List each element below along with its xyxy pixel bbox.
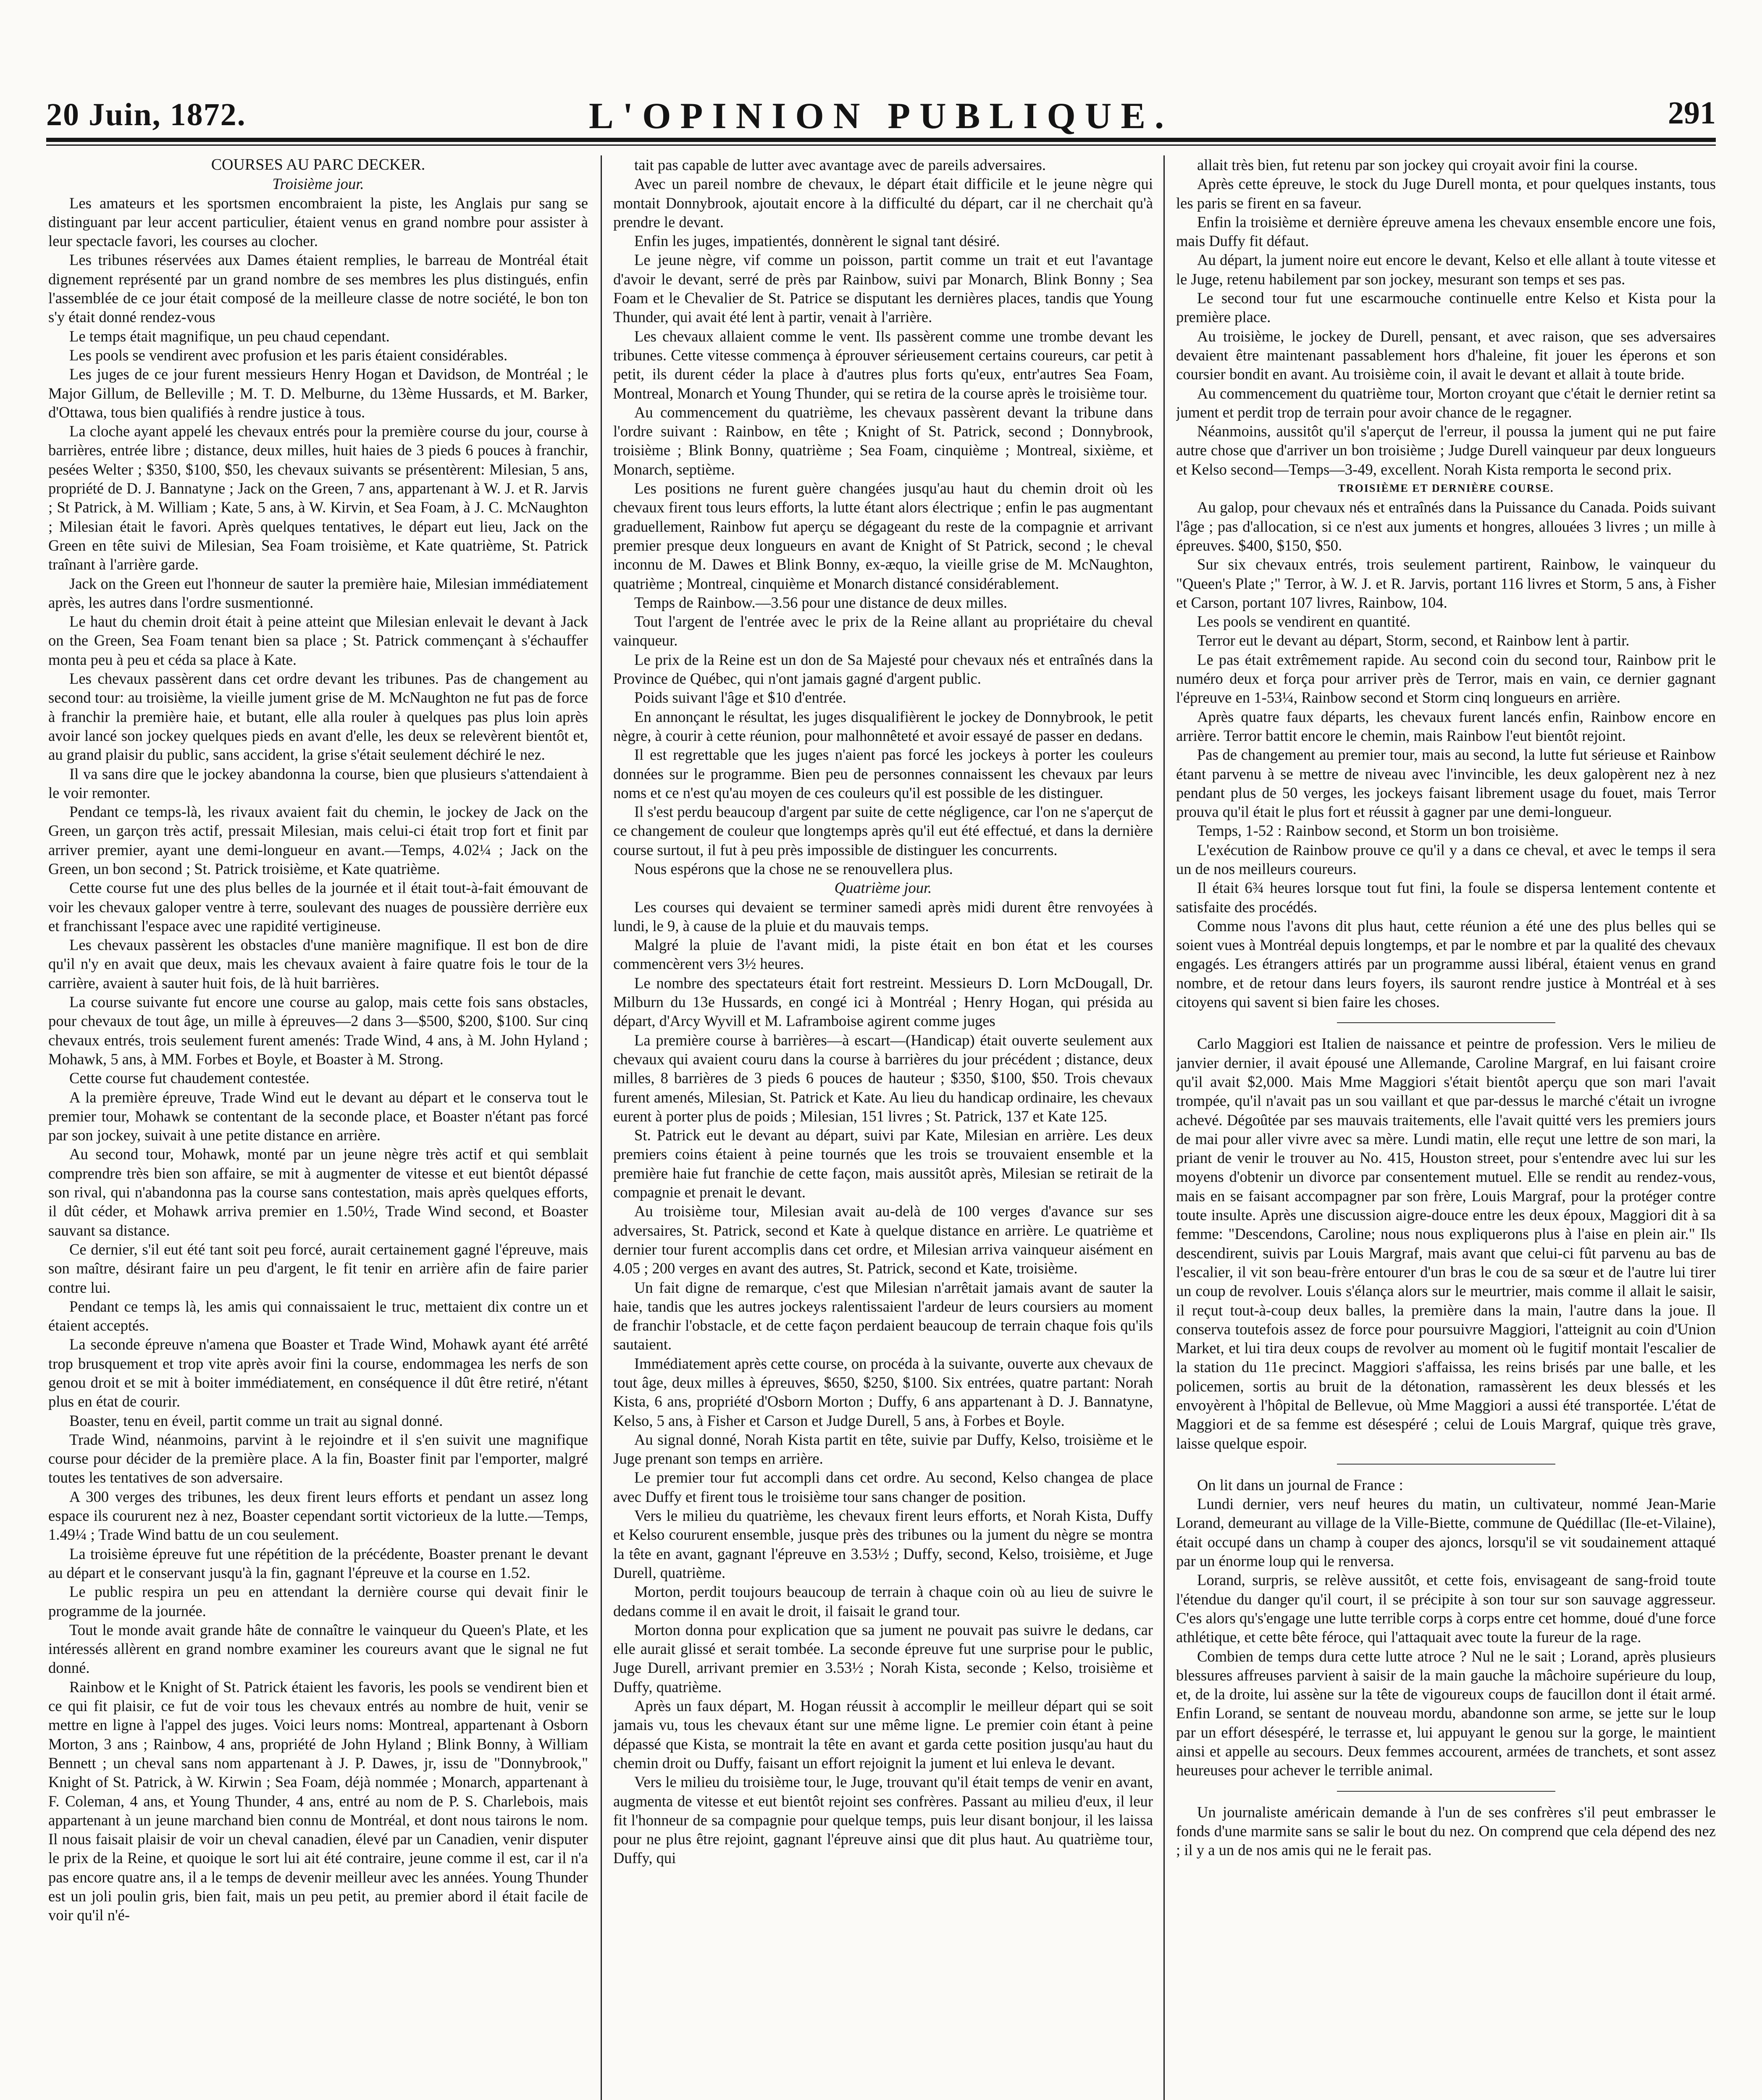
paragraph: Pendant ce temps là, les amis qui connaissaient le truc, mettaient dix contre un et étaient acceptés. xyxy=(48,1297,588,1334)
paragraph: La course suivante fut encore une course au galop, mais cette fois sans obstacles, pour chevaux de tout âge, un mille à épreuves—2 dans 3—$500, $200, $100. Sur cinq chevaux entrés, trois seulement furent amenés: Trade Wind, 4 ans, à M. John Hyland ; Mohawk, 5 ans, à MM. Forbes et Boyle, et Boaster à M. Strong. xyxy=(48,993,588,1068)
paragraph: Le public respira un peu en attendant la dernière course qui devait finir le programme de la journée. xyxy=(48,1583,588,1620)
paragraph: Temps, 1-52 : Rainbow second, et Storm un bon troisième. xyxy=(1197,822,1559,840)
paragraph: tait pas capable de lutter avec avantage avec de pareils adversaires. xyxy=(634,156,1046,173)
paragraph: La première course à barrières—à escart—(Handicap) était ouverte seulement aux chevaux qui avaient couru dans la course à barrières du jour précédent ; distance, deux milles, 8 barrières de 3 pieds 6 pouces de hauteur ; $350, $100, $50. Trois chevaux furent amenés, Milesian, St. Patrick et Kate. Au lieu du handicap ordinaire, les chevaux eurent à porter plus de poids ; Milesian, 151 livres ; St. Patrick, 137 et Kate 125. xyxy=(613,1031,1153,1125)
paragraph: Au commencement du quatrième, les chevaux passèrent devant la tribune dans l'ordre suivant : Rainbow, en tête ; Knight of St. Patrick, second ; Donnybrook, troisième ; Blink Bonny, quatrième ; Sea Foam, cinquième ; Montreal, sixième, et Monarch, septième. xyxy=(613,403,1153,478)
paragraph: Au second tour, Mohawk, monté par un jeune nègre très actif et qui semblait comprendre très bien son affaire, se mit à augmenter de vitesse et eut bientôt dépassé son rival, qui n'abandonna pas la course sans contestation, mais après quelques efforts, il dût céder, et Mohawk arriva premier en 1.50½, Trade Wind second, et Boaster sauvant sa distance. xyxy=(48,1145,588,1239)
paragraph: Lundi dernier, vers neuf heures du matin, un cultivateur, nommé Jean-Marie Lorand, demeurant au village de la Ville-Biette, commune de Quédillac (Ile-et-Vilaine), était occupé dans un champ à couper des ajoncs, lorsqu'il se vit soudainement attaqué par un énorme loup qui le renversa. xyxy=(1176,1495,1716,1570)
paragraph: Morton, perdit toujours beaucoup de terrain à chaque coin où au lieu de suivre le dedans comme il en avait le droit, il faisait le grand tour. xyxy=(613,1583,1153,1620)
paragraph: Il était 6¾ heures lorsque tout fut fini, la foule se dispersa lentement contente et satisfaite des procédés. xyxy=(1176,879,1716,916)
paragraph: La troisième épreuve fut une répétition de la précédente, Boaster prenant le devant au départ et le conservant jusqu'à la fin, gagnant l'épreuve et la course en 1.52. xyxy=(48,1545,588,1581)
paragraph: Les pools se vendirent avec profusion et les paris étaient considérables. xyxy=(69,346,508,364)
article-body xyxy=(1176,498,1716,1011)
paragraph: allait très bien, fut retenu par son jockey qui croyait avoir fini la course. xyxy=(1197,156,1638,173)
news-item-maggiori xyxy=(1176,1034,1716,1453)
paragraph: Immédiatement après cette course, on procéda à la suivante, ouverte aux chevaux de tout âge, deux milles à épreuves, $650, $250, $100. Six entrées, quatre partant: Norah Kista, 6 ans, propriété d'Osborn Morton ; Duffy, 6 ans appartenant à D. J. Bannatyne, Kelso, 5 ans, à Fisher et Carson et Judge Durell, 5 ans, à Forbes et Boyle. xyxy=(613,1354,1153,1429)
paragraph: Vers le milieu du quatrième, les chevaux firent leurs efforts, et Norah Kista, Duffy et Kelso coururent ensemble, jusque près des tribunes ou la jument du nègre se montra la tête en avant, gagnant l'épreuve en 3.53½ ; Duffy, second, Kelso, troisième, et Juge Durell, quatrième. xyxy=(613,1507,1153,1581)
paragraph: A la première épreuve, Trade Wind eut le devant au départ et le conserva tout le premier tour, Mohawk se contentant de la seconde place, et Boaster n'étant pas forcé par son jockey, suivait à une petite distance en arrière. xyxy=(48,1088,588,1144)
paragraph: Au départ, la jument noire eut encore le devant, Kelso et elle allant à toute vitesse et le Juge, retenu habilement par son jockey, mesurant son temps et ses pas. xyxy=(1176,251,1716,288)
paragraph: Vers le milieu du troisième tour, le Juge, trouvant qu'il était temps de venir en avant, augmenta de vitesse et eut bientôt rejoint ses confrères. Passant au milieu d'eux, il leur fit l'honneur de sa compagnie pour quelque temps, puis leur disant bonjour, il les laissa pour ne plus être rejoint, gagnant l'épreuve ainsi que dit plus haut. Au quatrième tour, Duffy, qui xyxy=(613,1773,1153,1867)
paragraph: Trade Wind, néanmoins, parvint à le rejoindre et il s'en suivit une magnifique course pour décider de la première place. A la fin, Boaster finit par l'emporter, malgré toutes les tentatives de son adversaire. xyxy=(48,1431,588,1486)
paragraph: Jack on the Green eut l'honneur de sauter la première haie, Milesian immédiatement après, les autres dans l'ordre susmentionné. xyxy=(48,575,588,611)
paragraph: Le prix de la Reine est un don de Sa Majesté pour chevaux nés et entraînés dans la Province de Québec, qui n'ont jamais gagné d'argent public. xyxy=(613,651,1153,688)
article-subheading: Quatrième jour. xyxy=(834,879,932,897)
paragraph: Les amateurs et les sportsmen encombraient la piste, les Anglais pur sang se distinguant par leur accent particulier, étaient venus en grand nombre pour assister à leur spectacle favori, les courses au clocher. xyxy=(48,194,588,250)
paragraph: Au commencement du quatrième tour, Morton croyant que c'était le dernier retint sa jument et perdit trop de terrain pour avoir chance de le regagner. xyxy=(1176,384,1716,421)
paragraph: Malgré la pluie de l'avant midi, la piste était en bon état et les courses commencèrent vers 3½ heures. xyxy=(613,936,1153,973)
paragraph: Terror eut le devant au départ, Storm, second, et Rainbow lent à partir. xyxy=(1197,632,1630,649)
paragraph: Le pas était extrêmement rapide. Au second coin du second tour, Rainbow prit le numéro deux et força pour arriver près de Terror, mais en vain, ce dernier gagnant l'épreuve en 1-53¼, Rainbow second et Storm cinq longueurs en arrière. xyxy=(1176,651,1716,706)
paragraph: Les pools se vendirent en quantité. xyxy=(1197,613,1410,630)
article-body xyxy=(48,194,588,1925)
paragraph: Le jeune nègre, vif comme un poisson, partit comme un trait et eut l'avantage d'avoir le devant, serré de près par Rainbow, suivi par Monarch, Blink Bonny ; Sea Foam et le Chevalier de St. Patrice se disputant les dernières places, tandis que Young Thunder, qui avait été lent à partir, venait à l'arrière. xyxy=(613,251,1153,326)
paragraph: Combien de temps dura cette lutte atroce ? Nul ne le sait ; Lorand, après plusieurs blessures affreuses parvient à saisir de la main gauche la mâchoire supérieure du loup, et, de la droite, lui assène sur la tête de vigoureux coups de faucillon dont il était armé. Enfin Lorand, se sentant de nouveau mordu, abandonne son arme, se jette sur le loup par un effort désespéré, le terrasse et, lui appuyant le genou sur la gorge, le maintient ainsi et appelle au secours. Deux femmes accourent, armées de tranchets, et sont assez heureuses pour achever le terrible animal. xyxy=(1176,1647,1716,1779)
paragraph: Poids suivant l'âge et $10 d'entrée. xyxy=(634,689,846,706)
paragraph: Le second tour fut une escarmouche continuelle entre Kelso et Kista pour la première place. xyxy=(1176,289,1716,326)
paragraph: Le premier tour fut accompli dans cet ordre. Au second, Kelso changea de place avec Duffy et firent tous le troisième tour sans changer de position. xyxy=(613,1469,1153,1505)
column-divider xyxy=(1163,155,1165,2100)
paragraph: Morton donna pour explication que sa jument ne pouvait pas suivre le dedans, car elle aurait glissé et serait tombée. La seconde épreuve fut une surprise pour le public, Juge Durell, arrivant premier en 3.53½ ; Norah Kista, seconde ; Kelso, troisième et Duffy, quatrième. xyxy=(613,1621,1153,1696)
paragraph: Le temps était magnifique, un peu chaud cependant. xyxy=(69,327,390,345)
paragraph: Il s'est perdu beaucoup d'argent par suite de cette négligence, car l'on ne s'aperçut de ce changement de couleur que longtemps après qu'il eut été effectué, et dans la dernière course surtout, il fut à peu près impossible de distinguer les concurrents. xyxy=(613,803,1153,858)
paragraph: Enfin les juges, impatientés, donnèrent le signal tant désiré. xyxy=(634,232,1000,250)
paragraph: Avec un pareil nombre de chevaux, le départ était difficile et le jeune nègre qui montait Donnybrook, ajoutait encore à la difficulté du départ, car il ne cherchait qu'à prendre le devant. xyxy=(613,175,1153,231)
paragraph: Temps de Rainbow.—3.56 pour une distance de deux milles. xyxy=(634,593,1008,611)
paragraph: Enfin la troisième et dernière épreuve amena les chevaux ensemble encore une fois, mais Duffy fit défaut. xyxy=(1176,213,1716,250)
paragraph: On lit dans un journal de France : xyxy=(1197,1476,1403,1494)
issue-date: 20 Juin, 1872. xyxy=(46,97,246,132)
article-separator xyxy=(1337,1022,1555,1023)
paragraph: Néanmoins, aussitôt qu'il s'aperçut de l'erreur, il poussa la jument qui ne put faire autre chose que d'arriver un bon troisième ; Judge Durell vainqueur par deux longueurs et Kelso second—Temps—3-49, excellent. Norah Kista remporta le second prix. xyxy=(1176,423,1716,478)
news-item-journalist xyxy=(1176,1803,1716,1860)
paragraph: Après un faux départ, M. Hogan réussit à accomplir le meilleur départ qui se soit jamais vu, tous les chevaux étant sur une même ligne. Le premier coin étant à peine dépassé que Kista, se montrait la tête en avant et garda cette position jusqu'au haut du chemin droit ou Duffy, faisant un effort rejoignit la jument et lui enleva le devant. xyxy=(613,1697,1153,1772)
paragraph: Au troisième tour, Milesian avait au-delà de 100 verges d'avance sur ses adversaires, St. Patrick, second et Kate à quelque distance en arrière. Le quatrième et dernier tour furent accomplis dans cet ordre, et Milesian arriva vainqueur aisément en 4.05 ; 200 verges en avant des autres, St. Patrick, second et Kate, troisième. xyxy=(613,1202,1153,1277)
paragraph: La seconde épreuve n'amena que Boaster et Trade Wind, Mohawk ayant été arrêté trop brusquement et trop vite après avoir fini la course, endommagea les nerfs de son genou droit et se mit à boiter immédiatement, en conséquence il dût être retiré, n'étant plus en état de courir. xyxy=(48,1336,588,1410)
column-2 xyxy=(613,155,1153,2100)
paragraph: Les tribunes réservées aux Dames étaient remplies, le barreau de Montréal était dignement représenté par un grand nombre de ses membres les plus distingués, enfin l'assemblée de ce jour était composé de la meilleure classe de notre société, le bon ton s'y était donné rendez-vous xyxy=(48,251,588,326)
page-number: 291 xyxy=(1668,95,1716,131)
paragraph: Il va sans dire que le jockey abandonna la course, bien que plusieurs s'attendaient à le voir remonter. xyxy=(48,765,588,801)
paragraph: Carlo Maggiori est Italien de naissance et peintre de profession. Vers le milieu de janvier dernier, il avait épousé une Allemande, Caroline Margraf, en lui faisant croire qu'il avait $2,000. Mais Mme Maggiori s'était bientôt aperçu que son mari l'avait trompée, qu'il n'avait pas un sou vaillant et que par-dessus le marché c'était un ivrogne achevé. Dégoûtée par ses mauvais traitements, elle l'avait quitté vers les premiers jours de mai pour aller vivre avec sa mère. Lundi matin, elle reçut une lettre de son mari, la priant de venir le trouver au No. 415, Houston street, pour s'entendre avec lui sur les moyens d'obtenir un divorce par consentement mutuel. Elle se rendit au rendez-vous, mais en se faisant accompagner par son frère, Louis Margraf, pour la protéger contre toute insulte. Après une discussion aigre-douce entre les deux époux, Maggiori dit à sa femme: "Descendons, Caroline; nous nous expliquerons plus à l'aise en plein air." Ils descendirent, suivis par Louis Margraf, mais avant que celui-ci fût parvenu au bas de l'escalier, il vit son beau-frère entourer d'un bras le cou de sa sœur et de l'autre lui tirer un coup de revolver. Louis s'élança alors sur le meurtrier, mais comme il allait le saisir, il reçut tout-à-coup deux balles, la première dans la main, l'autre dans la joue. Il conserva toutefois assez de force pour poursuivre Maggiori, l'atteignit au coin d'Union Market, et lui tira deux coups de revolver au moment où le fugitif montait l'escalier de la station du 11e precinct. Maggiori s'affaissa, les reins brisés par une balle, et les policemen, sortis au bruit de la détonation, ramassèrent les deux blessés et les envoyèrent à l'hôpital de Bellevue, où Mme Maggiori a aussi été transportée. L'état de Maggiori et de sa femme est désespéré ; celui de Louis Margraf, quique très grave, laisse quelque espoir. xyxy=(1176,1035,1716,1452)
paragraph: Pas de changement au premier tour, mais au second, la lutte fut sérieuse et Rainbow étant parvenu à se mettre de niveau avec l'invincible, les deux galopèrent nez à nez pendant plus de 50 verges, les jockeys faisant librement usage du fouet, mais Terror prouva qu'il était le plus fort et réussit à gagner par une demi-longueur. xyxy=(1176,746,1716,821)
paragraph: Au galop, pour chevaux nés et entraînés dans la Puissance du Canada. Poids suivant l'âge ; pas d'allocation, si ce n'est aux juments et hongres, allouées 3 livres ; un mille à épreuves. $400, $150, $50. xyxy=(1176,499,1716,554)
article-body xyxy=(613,155,1153,878)
article-body xyxy=(613,898,1153,1868)
paragraph: Les courses qui devaient se terminer samedi après midi durent être renvoyées à lundi, le 9, à cause de la pluie et du mauvais temps. xyxy=(613,898,1153,934)
paragraph: Un journaliste américain demande à l'un de ses confrères s'il peut embrasser le fonds d'une marmite sans se salir le bout du nez. On comprend que cela dépend des nez ; il y a un de nos amis qui ne le ferait pas. xyxy=(1176,1803,1716,1859)
paragraph: Les chevaux passèrent les obstacles d'une manière magnifique. Il est bon de dire qu'il n'y en avait que deux, mais les chevaux avaient à faire quatre fois le tour de la carrière, avaient à sauter huit fois, de là huit barrières. xyxy=(48,936,588,992)
paragraph: Ce dernier, s'il eut été tant soit peu forcé, aurait certainement gagné l'épreuve, mais son maître, désirant faire un peu d'argent, le fit tenir en arrière afin de faire parier contre lui. xyxy=(48,1240,588,1296)
paragraph: Le haut du chemin droit était à peine atteint que Milesian enlevait le devant à Jack on the Green, Sea Foam tenant bien sa place ; St. Patrick commençant à s'échauffer monta peu à peu et céda sa place à Kate. xyxy=(48,613,588,668)
paragraph: Pendant ce temps-là, les rivaux avaient fait du chemin, le jockey de Jack on the Green, un garçon très actif, pressait Milesian, mais celui-ci était trop fort et finit par arriver premier, ayant une demi-longueur en avant.—Temps, 4.02¼ ; Jack on the Green, un bon second ; St. Patrick troisième, et Kate quatrième. xyxy=(48,803,588,877)
article-body xyxy=(1176,155,1716,479)
paragraph: Après quatre faux départs, les chevaux furent lancés enfin, Rainbow encore en arrière. Terror battit encore le chemin, mais Rainbow l'eut bientôt rejoint. xyxy=(1176,708,1716,744)
paragraph: Lorand, surpris, se relève aussitôt, et cette fois, envisageant de sang-froid toute l'étendue du danger qu'il court, il se précipite à son tour sur son sauvage aggresseur. C'es alors qu's'engage une lutte terrible corps à corps entre cet homme, doué d'une force athlétique, et cette bête féroce, qui l'attaquait avec toute la fureur de la rage. xyxy=(1176,1571,1716,1646)
paragraph: Un fait digne de remarque, c'est que Milesian n'arrêtait jamais avant de sauter la haie, tandis que les autres jockeys ralentissaient l'ardeur de leurs coursiers au moment de franchir l'obstacle, et de cette façon perdaient beaucoup de terrain chaque fois qu'ils sautaient. xyxy=(613,1278,1153,1353)
article-separator xyxy=(1337,1464,1555,1465)
paragraph: Au troisième, le jockey de Durell, pensant, et avec raison, que ses adversaires devaient être maintenant passablement hors d'haleine, fit jouer les éperons et son coursier bondit en avant. Au troisième coin, il avait le devant et allait à toute bride. xyxy=(1176,327,1716,383)
paragraph: Les chevaux passèrent dans cet ordre devant les tribunes. Pas de changement au second tour: au troisième, la vieille jument grise de M. McNaughton ne fut pas de force à franchir la première haie, et butant, elle alla rouler à quelques pas plus loin après avoir lancé son jockey quelques pieds en avant d'elle, les deux se relevèrent bientôt et, au grand plaisir du public, sans accident, la grise s'était seulement déchiré le nez. xyxy=(48,670,588,764)
paragraph: Les positions ne furent guère changées jusqu'au haut du chemin droit où les chevaux firent tous leurs efforts, la lutte étant alors électrique ; enfin le pas augmentant graduellement, Rainbow fut aperçu se dégageant du reste de la compagnie et arrivant premier presque deux longueurs en avant de Knight of St Patrick, second ; le cheval inconnu de M. Dawes et Blink Bonny, ex-æquo, la vieille grise de M. McNaughton, quatrième ; Montreal, cinquième et Monarch distancé considérablement. xyxy=(613,480,1153,592)
paragraph: Comme nous l'avons dit plus haut, cette réunion a été une des plus belles qui se soient vues à Montréal depuis longtemps, et par le nombre et par la qualité des chevaux engagés. Les étrangers attirés par un programme aussi libéral, étaient venus en grand nombre, et de retour dans leurs foyers, ils sauront rendre justice à Montréal et à ses citoyens qui savent si bien faire les choses. xyxy=(1176,917,1716,1011)
column-divider xyxy=(601,155,602,2100)
paragraph: Boaster, tenu en éveil, partit comme un trait au signal donné. xyxy=(69,1412,443,1429)
paragraph: Le nombre des spectateurs était fort restreint. Messieurs D. Lorn McDougall, Dr. Milburn du 13e Hussards, en congé ici à Montréal ; Henry Hogan, qui présida au départ, d'Arcy Wyvill et M. Laframboise agirent comme juges xyxy=(613,974,1153,1030)
section-heading: TROISIÈME ET DERNIÈRE COURSE. xyxy=(1338,482,1554,495)
article-subheading: Troisième jour. xyxy=(272,175,364,193)
paragraph: La cloche ayant appelé les chevaux entrés pour la première course du jour, course à barrières, entrée libre ; distance, deux milles, huit haies de 3 pieds 6 pouces à franchir, pesées Welter ; $350, $100, $50, les chevaux suivants se présentèrent: Milesian, 5 ans, propriété de D. J. Bannatyne ; Jack on the Green, 7 ans, appartenant à W. J. et R. Jarvis ; St Patrick, à M. William ; Kate, 5 ans, à W. Kirvin, et Sea Foam, à J. C. McNaughton ; Milesian était le favori. Après quelques tentatives, le départ eut lieu, Jack on the Green en tête suivi de Milesian, Sea Foam troisième, et Kate quatrième, St. Patrick traînant à l'arrière garde. xyxy=(48,423,588,573)
article-heading: COURSES AU PARC DECKER. xyxy=(211,156,425,173)
paragraph: Les juges de ce jour furent messieurs Henry Hogan et Davidson, de Montréal ; le Major Gillum, de Belleville ; M. T. D. Melburne, du 13ème Hussards, et M. Barker, d'Ottawa, tous bien qualifiés à rendre justice à tous. xyxy=(48,365,588,421)
column-3 xyxy=(1176,155,1716,2100)
paragraph: Les chevaux allaient comme le vent. Ils passèrent comme une trombe devant les tribunes. Cette vitesse commença à éprouver sérieusement certains coureurs, car petit à petit, ils durent céder la place à d'autres plus forts qu'eux, entr'autres Sea Foam, Montreal, Monarch et Young Thunder, qui se retira de la course après le troisième tour. xyxy=(613,327,1153,402)
paragraph: Cette course fut chaudement contestée. xyxy=(69,1069,310,1087)
header-rule xyxy=(46,138,1716,142)
paragraph: St. Patrick eut le devant au départ, suivi par Kate, Milesian en arrière. Les deux premiers coins étaient à peine tournés que les trois se trouvaient ensemble et la première haie fut franchie de cette façon, mais aussitôt après, Milesian se retirait de la compagnie et prenait le devant. xyxy=(613,1126,1153,1201)
paragraph: Tout le monde avait grande hâte de connaître le vainqueur du Queen's Plate, et les intéressés allèrent en grand nombre examiner les coureurs avant que le signal ne fut donné. xyxy=(48,1621,588,1677)
article-separator xyxy=(1337,1791,1555,1792)
paragraph: Après cette épreuve, le stock du Juge Durell monta, et pour quelques instants, tous les paris se firent en sa faveur. xyxy=(1176,175,1716,212)
newspaper-title: L'OPINION PUBLIQUE. xyxy=(588,96,1174,136)
paragraph: Sur six chevaux entrés, trois seulement partirent, Rainbow, le vainqueur du "Queen's Plate ;" Terror, à W. J. et R. Jarvis, portant 116 livres et Storm, 5 ans, à Fisher et Carson, portant 107 livres, Rainbow, 104. xyxy=(1176,556,1716,611)
paragraph: L'exécution de Rainbow prouve ce qu'il y a dans ce cheval, et avec le temps il sera un de nos meilleurs coureurs. xyxy=(1176,841,1716,877)
page-header xyxy=(46,84,1716,134)
paragraph: Au signal donné, Norah Kista partit en tête, suivie par Duffy, Kelso, troisième et le Juge prenant son temps en arrière. xyxy=(613,1431,1153,1467)
paragraph: Tout l'argent de l'entrée avec le prix de la Reine allant au propriétaire du cheval vainqueur. xyxy=(613,613,1153,649)
paragraph: Rainbow et le Knight of St. Patrick étaient les favoris, les pools se vendirent bien et ce qui fit plaisir, ce fut de voir tous les chevaux entrés au nombre de huit, venir se mettre en ligne à l'appel des juges. Voici leurs noms: Montreal, appartenant à Osborn Morton, 3 ans ; Rainbow, 4 ans, propriété de John Hyland ; Blink Bonny, à William Bennett ; un cheval sans nom appartenant à J. P. Dawes, jr, issu de "Donnybrook," Knight of St. Patrick, à W. Kirwin ; Sea Foam, déjà nommée ; Monarch, appartenant à F. Coleman, 4 ans, et Young Thunder, 4 ans, entré au nom de P. S. Charlebois, mais appartenant à un jeune marchand bien connu de Montréal, et dont nous tairons le nom. Il nous faisait plaisir de voir un cheval canadien, élevé par un Canadien, venir disputer le prix de la Reine, et quoique le sort lui ait été contraire, jeune comme il est, car il n'a pas encore quatre ans, il a le temps de devenir meilleur avec les années. Young Thunder est un joli poulin gris, bien fait, mais un peu petit, au premier abord il était facile de voir qu'il n'é- xyxy=(48,1678,588,1924)
paragraph: Nous espérons que la chose ne se renouvellera plus. xyxy=(634,860,953,877)
header-rule-thin xyxy=(46,144,1716,146)
paragraph: Il est regrettable que les juges n'aient pas forcé les jockeys à porter les couleurs données sur le programme. Bien peu de personnes connaissent les chevaux par leurs noms et ce n'est qu'au moyen de ces couleurs qu'il est possible de les distinguer. xyxy=(613,746,1153,801)
column-1 xyxy=(48,155,588,2100)
paragraph: Cette course fut une des plus belles de la journée et il était tout-à-fait émouvant de voir les chevaux galoper ventre à terre, soulevant des nuages de poussière derrière eux et franchissant l'espace avec une rapidité vertigineuse. xyxy=(48,879,588,934)
paragraph: En annonçant le résultat, les juges disqualifièrent le jockey de Donnybrook, le petit nègre, à courir à cette réunion, pour malhonnêteté et avoir essayé de passer en dedans. xyxy=(613,708,1153,744)
paragraph: A 300 verges des tribunes, les deux firent leurs efforts et pendant un assez long espace ils coururent nez à nez, Boaster cependant sortit victorieux de la lutte.—Temps, 1.49¼ ; Trade Wind battu de un cou seulement. xyxy=(48,1488,588,1544)
news-item-wolf xyxy=(1176,1475,1716,1780)
